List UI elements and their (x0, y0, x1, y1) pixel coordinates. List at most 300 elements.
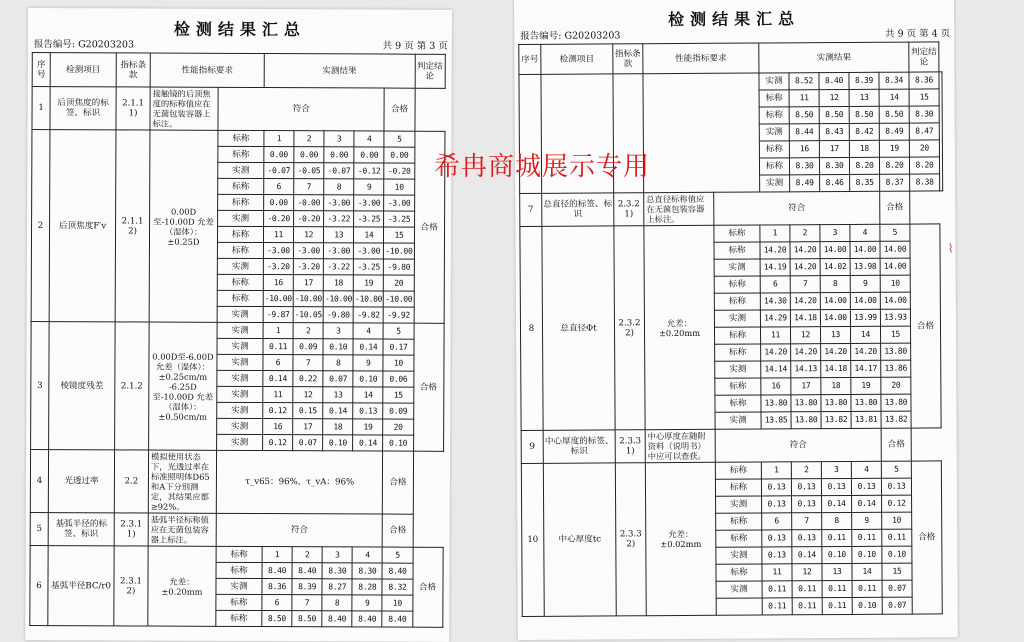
result-cell: 11 (761, 327, 791, 344)
result-cell: 14.00 (850, 241, 880, 258)
row-label: 标称 (217, 274, 263, 290)
continued-cell (643, 73, 760, 193)
row-label: 标称 (217, 226, 263, 242)
result-cell: 14.29 (760, 310, 790, 327)
result-cell: 0.13 (792, 530, 822, 547)
row-label: 实测 (759, 124, 789, 141)
table-row (520, 191, 943, 227)
requirement: 允差：±0.20mm (644, 225, 715, 429)
result-cell: 5 (384, 131, 414, 147)
result-cell: 8.47 (909, 123, 939, 140)
result-cell: -3.22 (324, 211, 354, 227)
result-cell: 13.80 (761, 395, 791, 412)
results-table-left (29, 52, 445, 628)
result-cell: 6 (263, 355, 293, 371)
clause: 2.3.3 1) (615, 430, 645, 463)
result-cell: 4 (850, 224, 880, 241)
result-cell: 1 (761, 462, 791, 479)
header-conclusion: 判定结论 (415, 54, 445, 88)
result-cell: 8.20 (879, 157, 909, 174)
table-row (30, 450, 443, 515)
result-cell: 0.17 (383, 339, 413, 355)
measure-row (32, 130, 445, 148)
test-item: 后顶焦度F′v (49, 130, 116, 322)
row-label: 实测 (217, 434, 263, 450)
result-cell: 14.19 (760, 259, 790, 276)
requirement: 允差：±0.02mm (645, 462, 716, 615)
conclusion: 合格 (880, 191, 910, 224)
conclusion: 合格 (911, 461, 942, 614)
row-label: 标称 (716, 513, 762, 530)
row-label: 标称 (714, 242, 760, 259)
result-cell: -0.20 (294, 211, 324, 227)
result: τ_v65：96%，τ_vA：96% (216, 450, 383, 514)
result-cell: 0.11 (263, 339, 293, 355)
result-cell: 0.12 (263, 403, 293, 419)
result-cell: 7 (292, 595, 322, 611)
row-label: 标称 (759, 107, 789, 124)
result-cell: 0.14 (822, 495, 852, 512)
result-cell: 11 (263, 387, 293, 403)
row-label: 实测 (714, 310, 760, 327)
result-cell: 0.00 (264, 147, 294, 163)
result-cell: 16 (789, 141, 819, 158)
result-cell: 0.10 (353, 371, 383, 387)
page-number: 共 9 页 第 3 页 (382, 40, 448, 52)
result-cell: 0.10 (822, 546, 852, 563)
result-cell: 12 (792, 564, 822, 581)
result-cell: 13 (324, 227, 354, 243)
row-label (716, 598, 762, 615)
result-cell: 7 (790, 276, 820, 293)
result-cell: 14.20 (760, 242, 790, 259)
result-cell: -9.80 (323, 307, 353, 323)
result-cell: 8 (820, 275, 850, 292)
result-cell: 8.50 (849, 106, 879, 123)
result-cell: 4 (851, 461, 881, 478)
result-cell: 19 (353, 419, 383, 435)
result-cell: 0.11 (822, 529, 852, 546)
result-cell: 10 (384, 179, 414, 195)
table-header (519, 42, 942, 75)
result-cell: 5 (881, 461, 911, 478)
result-cell: 0.09 (383, 403, 413, 419)
result-cell: 6 (762, 513, 792, 530)
result-cell: 3 (322, 547, 352, 563)
report-page-4 (514, 0, 958, 640)
result-cell: 3 (323, 323, 353, 339)
clause: 2.1.1 1) (116, 87, 150, 130)
result-cell: 8.39 (292, 579, 322, 595)
result-cell: 13.85 (761, 412, 791, 429)
header-no: 序号 (32, 53, 50, 87)
measure-row (30, 546, 443, 564)
result-cell: 14.20 (790, 259, 820, 276)
row-label: 实测 (217, 338, 263, 354)
requirement: 基弧半径标称值应在无菌包装容器上标注。 (148, 513, 216, 546)
row-label: 实测 (716, 496, 762, 513)
result-cell: 3 (820, 224, 850, 241)
result-cell: 18 (323, 419, 353, 435)
result-cell: 13.81 (851, 411, 881, 428)
table-header (32, 53, 445, 89)
result-cell: 0.00 (384, 147, 414, 163)
result-cell: -0.20 (384, 163, 414, 179)
result-cell: -10.00 (263, 291, 293, 307)
result-cell: 0.15 (293, 403, 323, 419)
result-cell: 0.10 (323, 339, 353, 355)
test-item: 中心厚度tc (543, 463, 616, 616)
result-cell: 12 (819, 89, 849, 106)
result-cell: -10.00 (384, 291, 414, 307)
result-cell: 13.80 (881, 394, 911, 411)
result-cell: 17 (791, 378, 821, 395)
clause: 2.1.1 2) (115, 130, 150, 322)
result-cell: 8.49 (879, 123, 909, 140)
row-label: 标称 (759, 90, 789, 107)
result-cell: 0.11 (822, 580, 852, 597)
result-cell: -9.82 (353, 307, 383, 323)
result-cell: 0.10 (852, 546, 882, 563)
test-item: 总直径的标签、标识 (542, 193, 614, 226)
row-label: 实测 (217, 322, 263, 338)
result-cell: 13 (822, 563, 852, 580)
result-cell: 11 (789, 90, 819, 107)
table-row (30, 513, 443, 548)
result-cell: 16 (761, 378, 791, 395)
result-cell: 0.13 (851, 478, 881, 495)
result-cell: 0.07 (323, 371, 353, 387)
result-cell: 15 (383, 387, 413, 403)
result-cell: 13 (821, 326, 851, 343)
row-label: 标称 (218, 146, 264, 162)
result-cell: 0.07 (882, 597, 912, 614)
watermark: 希冉商城展示专用 (434, 152, 651, 182)
result-cell: -10.00 (323, 291, 353, 307)
result-cell: -3.25 (354, 211, 384, 227)
result-cell: 8.44 (789, 124, 819, 141)
result-cell: -0.07 (324, 163, 354, 179)
result-cell: 19 (354, 275, 384, 291)
header-requirement: 性能指标要求 (150, 53, 264, 87)
result-cell: -3.25 (354, 259, 384, 275)
result-cell: 2 (292, 547, 322, 563)
result-cell: 4 (353, 323, 383, 339)
result-cell: 11 (762, 564, 792, 581)
requirement: 中心厚度在随附资料（说明书）中应可以查获。 (645, 429, 715, 462)
result-cell: 0.12 (263, 435, 293, 451)
result-cell: 2 (791, 462, 821, 479)
result-cell: -9.92 (384, 307, 414, 323)
result-cell: 0.13 (762, 547, 792, 564)
result-cell: 1 (760, 225, 790, 242)
result-cell: 1 (264, 131, 294, 147)
result-cell: 0.11 (882, 529, 912, 546)
result-cell: 8.34 (879, 72, 909, 89)
result-cell: 0.07 (882, 580, 912, 597)
result-cell: 0.11 (762, 598, 792, 615)
result-cell: 14 (353, 387, 383, 403)
result-cell: 13.99 (850, 309, 880, 326)
result-cell: -0.20 (264, 211, 294, 227)
result-cell: 0.00 (354, 147, 384, 163)
row-label: 实测 (218, 210, 264, 226)
report-number: 报告编号: G20203203 (33, 39, 135, 51)
row-label: 实测 (218, 162, 264, 178)
result-cell: 2 (790, 225, 820, 242)
result-cell: 5 (880, 224, 910, 241)
row-label: 标称 (715, 378, 761, 395)
result-cell: 14.20 (790, 242, 820, 259)
row-label: 实测 (716, 547, 762, 564)
result-cell: 0.10 (323, 435, 353, 451)
row-label: 标称 (715, 344, 761, 361)
test-item: 后顶焦度的标签、标识 (50, 87, 116, 130)
conclusion: 合格 (412, 547, 442, 627)
result-cell: 5 (383, 323, 413, 339)
result-cell: -0.05 (294, 163, 324, 179)
result-cell: 0.13 (821, 478, 851, 495)
row-number: 1 (32, 87, 50, 130)
result-cell: 14.00 (820, 241, 850, 258)
result-cell: 14.00 (880, 241, 910, 258)
result-cell: 1 (263, 323, 293, 339)
result-cell: 8.30 (789, 158, 819, 175)
requirement: 允差：±0.20mm (148, 546, 216, 626)
result: 符合 (714, 191, 880, 225)
row-number: 4 (30, 450, 48, 513)
result-cell: 3 (324, 131, 354, 147)
row-number: 9 (521, 430, 543, 463)
result-cell: 5 (383, 547, 413, 563)
result-cell: 12 (293, 387, 323, 403)
result-cell: 8.37 (880, 174, 910, 191)
header-no: 序号 (519, 44, 541, 74)
result-cell: 8.40 (382, 611, 412, 627)
row-number: 7 (520, 193, 542, 226)
result-cell: -3.00 (354, 195, 384, 211)
result-cell: 20 (881, 377, 911, 394)
requirement: 总直径标称值应在无菌包装容器上标注。 (644, 192, 714, 225)
result-cell: 14.00 (880, 258, 910, 275)
result-cell: 8.40 (382, 563, 412, 579)
result-cell: 7 (293, 355, 323, 371)
result-cell: 14.00 (820, 309, 850, 326)
result-cell: 8.50 (819, 106, 849, 123)
page-number: 共 9 页 第 4 页 (884, 28, 951, 40)
result-cell: 0.11 (792, 598, 822, 615)
test-item: 基弧半径BC/r0 (48, 546, 114, 626)
result-cell: 8.39 (849, 72, 879, 89)
requirement: 0.00D至-6.00D 允差（湿体）：±0.25cm/m -6.25D 至-10.00D 允差（湿体）：±0.50cm/m (149, 322, 218, 450)
result-cell: 14.18 (821, 360, 851, 377)
result-cell: 14.20 (821, 343, 851, 360)
result-cell: 8.36 (909, 72, 939, 89)
result-cell: 0.06 (383, 371, 413, 387)
result-cell: 13.82 (881, 411, 911, 428)
result-cell: 0.10 (852, 597, 882, 614)
row-label: 标称 (715, 395, 761, 412)
result-cell: 0.11 (792, 581, 822, 598)
result-cell: 9 (850, 275, 880, 292)
result-cell: 18 (821, 377, 851, 394)
result-cell: 9 (354, 179, 384, 195)
result-cell: 8.42 (849, 123, 879, 140)
result-cell: 0.14 (792, 547, 822, 564)
test-item: 棱镜度残差 (49, 322, 116, 450)
result-cell: 10 (382, 595, 412, 611)
result-cell: 14.00 (820, 292, 850, 309)
result-cell: 8.50 (262, 611, 292, 627)
report-number: 报告编号: G20203203 (520, 30, 621, 42)
header-conclusion: 判定结论 (909, 42, 939, 72)
result-cell: -10.00 (354, 291, 384, 307)
row-label: 标称 (714, 276, 760, 293)
result-cell: 3 (821, 461, 851, 478)
result-cell: 14 (354, 227, 384, 243)
row-label: 标称 (216, 546, 262, 562)
clause: 2.3.2 2) (614, 226, 645, 430)
result-cell: 8.36 (262, 579, 292, 595)
result-cell: -3.25 (384, 211, 414, 227)
result-cell: 8.30 (909, 106, 939, 123)
result-cell: 8 (324, 179, 354, 195)
row-label: 标称 (216, 594, 262, 610)
result-cell: 0.12 (882, 495, 912, 512)
result-cell: -3.00 (263, 243, 293, 259)
result-cell: 15 (880, 326, 910, 343)
result-cell: 17 (293, 275, 323, 291)
result-cell: 14 (851, 326, 881, 343)
result-cell: 0.14 (353, 435, 383, 451)
table-row (32, 87, 445, 132)
row-label: 标称 (217, 290, 263, 306)
result: 符合 (218, 87, 385, 131)
row-label: 标称 (715, 462, 761, 479)
result-cell: 8.38 (910, 174, 940, 191)
result-cell: 8.52 (789, 73, 819, 90)
result-cell: 0.07 (293, 435, 323, 451)
row-number: 3 (31, 322, 50, 450)
result-cell: 10 (383, 355, 413, 371)
result-cell: -3.20 (293, 259, 323, 275)
result-cell: 13 (849, 89, 879, 106)
row-label: 实测 (217, 354, 263, 370)
result-cell: 9 (352, 595, 382, 611)
result-cell: -3.22 (324, 259, 354, 275)
result: 符合 (715, 428, 881, 462)
result-cell: -3.00 (324, 195, 354, 211)
row-label: 实测 (714, 259, 760, 276)
result: 符合 (216, 513, 383, 547)
page-title: 检测结果汇总 (173, 19, 306, 40)
result-cell: 12 (294, 227, 324, 243)
result-cell: 20 (384, 275, 414, 291)
result-cell: 1 (262, 547, 292, 563)
result-cell: 13.98 (850, 258, 880, 275)
clause: 2.3.1 1) (114, 513, 148, 546)
result-cell: 8 (322, 595, 352, 611)
row-label: 标称 (217, 242, 263, 258)
row-label: 标称 (218, 178, 264, 194)
result-cell: 13.82 (821, 411, 851, 428)
result-cell: -3.20 (263, 259, 293, 275)
result-cell: 8.50 (879, 106, 909, 123)
result-cell: 8.40 (322, 611, 352, 627)
requirement: 接触镜的后顶焦度的标称值应在无菌包装容器上标注。 (150, 87, 218, 130)
requirement: 0.00D 至-10.00D 允差（湿体）：±0.25D (149, 130, 218, 322)
result-cell: -9.80 (384, 259, 414, 275)
result-cell: 0.00 (264, 195, 294, 211)
result-cell: 18 (323, 275, 353, 291)
result-cell: -3.00 (354, 243, 384, 259)
table-row (521, 428, 944, 464)
result-cell: 0.11 (822, 597, 852, 614)
result-cell: 13.80 (821, 394, 851, 411)
result-cell: 14.20 (851, 343, 881, 360)
row-label: 标称 (216, 610, 262, 626)
test-item: 光透过率 (48, 450, 114, 513)
result-cell: -10.00 (293, 291, 323, 307)
result-cell: -0.00 (294, 195, 324, 211)
result-cell: 8.40 (352, 611, 382, 627)
row-label: 实测 (715, 412, 761, 429)
page-title: 检测结果汇总 (668, 9, 801, 30)
result-cell: 14.00 (850, 292, 880, 309)
result-cell: 17 (819, 140, 849, 157)
result-cell: 14.13 (791, 361, 821, 378)
result-cell: 6 (264, 179, 294, 195)
result-cell: 14.30 (760, 293, 790, 310)
row-label: 标称 (216, 562, 262, 578)
conclusion: 合格 (383, 514, 413, 547)
measure-row (31, 322, 444, 340)
result-cell: 8.20 (909, 157, 939, 174)
result-cell: 0.13 (762, 496, 792, 513)
row-label: 标称 (218, 194, 264, 210)
row-label: 标称 (715, 327, 761, 344)
result-cell: 10 (880, 275, 910, 292)
report-page-3 (25, 8, 452, 642)
result-cell: 0.14 (852, 495, 882, 512)
row-label: 实测 (217, 402, 263, 418)
result-cell: 16 (263, 275, 293, 291)
result-cell: 0.13 (792, 496, 822, 513)
row-label: 实测 (217, 306, 263, 322)
conclusion: 合格 (384, 88, 414, 131)
header-clause: 指标条款 (116, 53, 150, 87)
row-number: 8 (520, 226, 543, 430)
result-cell: 4 (352, 547, 382, 563)
row-number: 6 (30, 546, 48, 626)
result-cell: 8.50 (292, 611, 322, 627)
row-label: 标称 (714, 293, 760, 310)
result-cell: 15 (909, 89, 939, 106)
clause: 2.3.2 1) (614, 193, 644, 226)
result-cell: 0.13 (353, 403, 383, 419)
result-cell: 17 (293, 419, 323, 435)
header-item: 检测项目 (541, 44, 613, 74)
result-cell: 13.80 (881, 343, 911, 360)
result-cell: 14.20 (791, 344, 821, 361)
row-number: 2 (31, 130, 50, 322)
result-cell: 14.18 (790, 310, 820, 327)
result-cell: -3.00 (294, 243, 324, 259)
result-cell: 20 (909, 140, 939, 157)
row-label: 标称 (714, 225, 760, 242)
result-cell: 2 (293, 323, 323, 339)
result-cell: 14.00 (880, 292, 910, 309)
